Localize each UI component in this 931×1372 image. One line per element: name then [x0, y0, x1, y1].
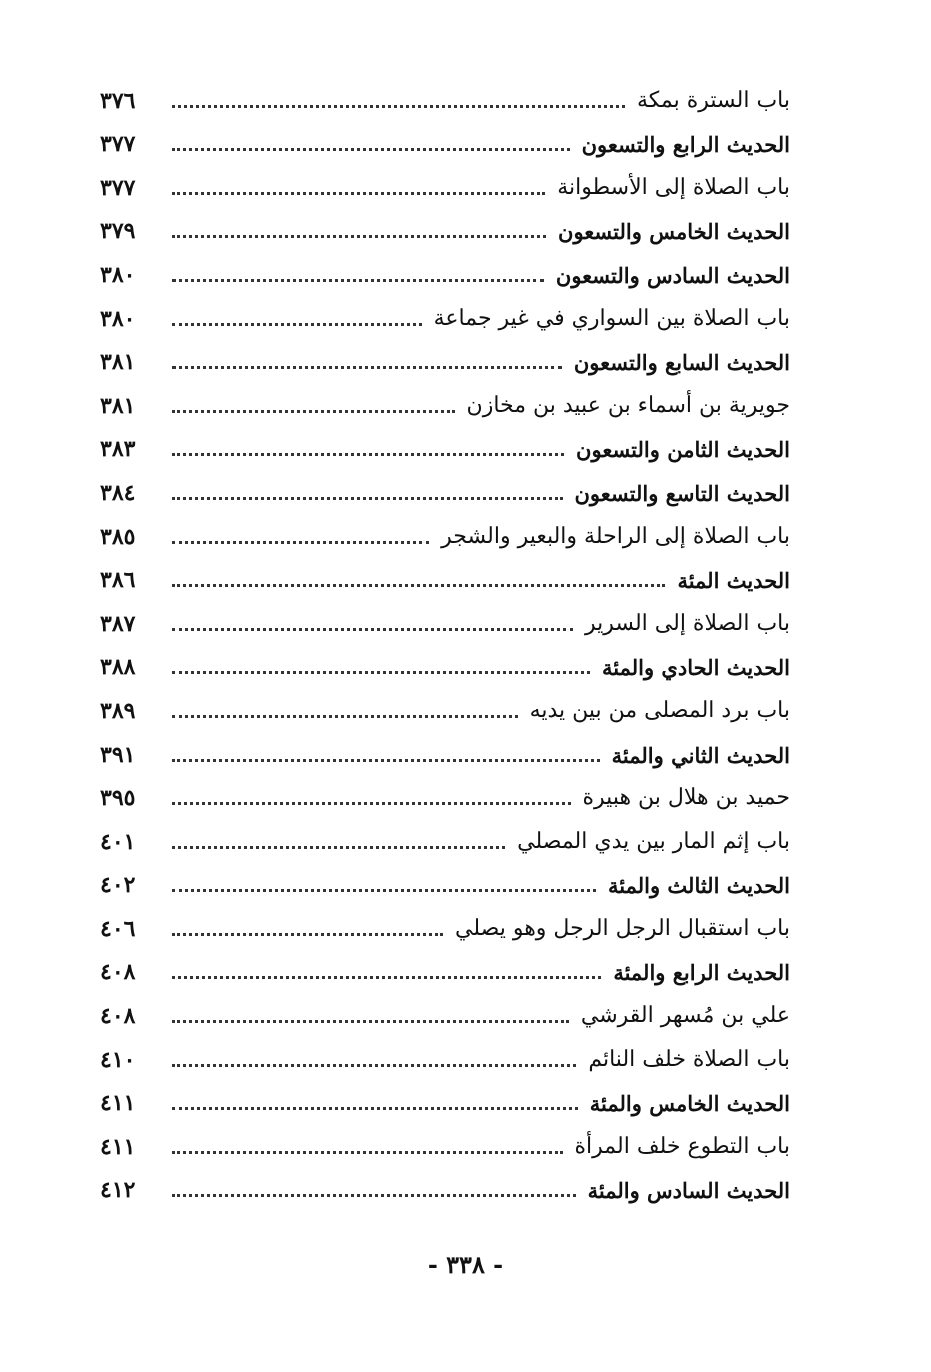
dot-leader — [172, 279, 544, 282]
table-of-contents — [100, 68, 790, 1204]
toc-entry — [100, 766, 790, 810]
toc-entry-title: باب الصلاة بين السواري في غير جماعة — [433, 305, 790, 331]
toc-entry-title: باب السترة بمكة — [636, 87, 790, 113]
toc-entry-page: ٤٠١ — [100, 828, 136, 855]
toc-entry-title: الحديث المئة — [677, 568, 790, 594]
toc-entry-page: ٣٨٩ — [100, 697, 136, 724]
toc-entry-page: ٤٠٨ — [100, 959, 136, 986]
toc-entry-page: ٣٧٧ — [100, 174, 136, 201]
toc-entry-page: ٤١٢ — [100, 1177, 136, 1204]
dot-leader — [172, 541, 429, 544]
toc-entry — [100, 286, 790, 330]
toc-entry-page: ٤١١ — [100, 1133, 136, 1160]
toc-entry — [100, 1158, 790, 1202]
toc-entry-page: ٣٨١ — [100, 392, 136, 419]
dot-leader — [172, 235, 546, 238]
toc-entry — [100, 460, 790, 504]
dot-leader — [172, 759, 600, 762]
dot-leader — [172, 366, 562, 369]
dot-leader — [172, 1194, 576, 1197]
toc-entry-page: ٣٨١ — [100, 349, 136, 376]
toc-entry — [100, 548, 790, 592]
toc-entry-title: جويرية بن أسماء بن عبيد بن مخازن — [466, 392, 790, 418]
dot-leader — [172, 671, 590, 674]
dot-leader — [172, 628, 573, 631]
toc-entry-page: ٣٨٠ — [100, 261, 136, 288]
dot-leader — [172, 105, 625, 108]
toc-entry-page: ٤٠٨ — [100, 1003, 136, 1030]
toc-entry-page: ٤٠٢ — [100, 872, 136, 899]
toc-entry-page: ٤١١ — [100, 1090, 136, 1117]
dot-leader — [172, 715, 518, 718]
dot-leader — [172, 976, 601, 979]
dot-leader — [172, 1020, 569, 1023]
toc-entry-page: ٣٧٩ — [100, 218, 136, 245]
toc-entry — [100, 155, 790, 199]
toc-entry-page: ٣٧٧ — [100, 131, 136, 158]
toc-entry — [100, 722, 790, 766]
toc-entry-title: الحديث الخامس والمئة — [589, 1091, 790, 1117]
toc-entry-title: باب إثم المار بين يدي المصلي — [517, 828, 790, 854]
toc-entry-title: الحديث الثاني والمئة — [611, 742, 790, 768]
dot-leader — [172, 802, 571, 805]
dot-leader — [172, 933, 443, 936]
toc-entry-page: ٤٠٦ — [100, 915, 136, 942]
toc-entry — [100, 853, 790, 897]
page-number: - ٣٣٨ - — [427, 1250, 504, 1279]
toc-entry — [100, 504, 790, 548]
dot-leader — [172, 846, 505, 849]
dot-leader — [172, 584, 665, 587]
toc-entry — [100, 112, 790, 156]
toc-entry-title: الحديث الخامس والتسعون — [558, 219, 790, 245]
toc-entry-title: الحديث الرابع والمئة — [613, 960, 790, 986]
toc-entry-title: باب استقبال الرجل الرجل وهو يصلي — [455, 915, 790, 941]
toc-entry — [100, 896, 790, 940]
toc-entry-title: الحديث السادس والتسعون — [555, 262, 790, 288]
toc-entry-page: ٣٨٣ — [100, 436, 136, 463]
dot-leader — [172, 148, 570, 151]
toc-entry-page: ٣٩١ — [100, 741, 136, 768]
dot-leader — [172, 323, 422, 326]
toc-entry — [100, 1114, 790, 1158]
toc-entry — [100, 330, 790, 374]
dot-leader — [172, 192, 545, 195]
toc-entry-title: باب برد المصلى من بين يديه — [529, 697, 790, 723]
dot-leader — [172, 453, 564, 456]
toc-entry — [100, 417, 790, 461]
toc-entry-page: ٣٧٦ — [100, 87, 136, 114]
toc-entry-page: ٣٨٤ — [100, 479, 136, 506]
dot-leader — [172, 1151, 563, 1154]
dot-leader — [172, 497, 563, 500]
toc-entry-title: باب الصلاة إلى الراحلة والبعير والشجر — [441, 523, 790, 549]
toc-entry — [100, 678, 790, 722]
toc-entry-page: ٣٨٧ — [100, 610, 136, 637]
dot-leader — [172, 1064, 576, 1067]
toc-entry-title: حميد بن هلال بن هبيرة — [582, 785, 790, 811]
toc-entry — [100, 242, 790, 286]
toc-entry — [100, 68, 790, 112]
toc-entry — [100, 635, 790, 679]
dot-leader — [172, 410, 455, 413]
dot-leader — [172, 1107, 578, 1110]
toc-entry-title: باب الصلاة خلف النائم — [588, 1046, 790, 1072]
dot-leader — [172, 889, 596, 892]
toc-entry — [100, 809, 790, 853]
toc-entry-page: ٣٨٦ — [100, 567, 136, 594]
toc-entry-title: باب الصلاة إلى السرير — [584, 610, 790, 636]
toc-entry-title: باب التطوع خلف المرأة — [574, 1133, 790, 1159]
toc-entry-title: الحديث السادس والمئة — [587, 1178, 790, 1204]
toc-entry-title: الحديث الثامن والتسعون — [576, 437, 790, 463]
toc-entry-title: الحديث الحادي والمئة — [602, 655, 790, 681]
toc-entry — [100, 591, 790, 635]
toc-entry — [100, 1027, 790, 1071]
toc-entry — [100, 940, 790, 984]
toc-entry — [100, 983, 790, 1030]
toc-entry-title: علي بن مُسهر القرشي — [580, 1003, 790, 1029]
toc-entry-title: باب الصلاة إلى الأسطوانة — [557, 174, 790, 200]
toc-entry-page: ٣٨٥ — [100, 523, 136, 550]
toc-entry — [100, 373, 790, 417]
toc-entry — [100, 199, 790, 243]
toc-entry-title: الحديث السابع والتسعون — [573, 350, 790, 376]
toc-entry-title: الحديث الثالث والمئة — [608, 873, 790, 899]
toc-entry-page: ٣٨٨ — [100, 654, 136, 681]
toc-entry-page: ٣٩٥ — [100, 785, 136, 812]
toc-entry-title: الحديث التاسع والتسعون — [574, 480, 790, 506]
toc-entry-title: الحديث الرابع والتسعون — [581, 132, 790, 158]
toc-entry-page: ٤١٠ — [100, 1046, 136, 1073]
toc-entry-page: ٣٨٠ — [100, 305, 136, 332]
toc-entry — [100, 1071, 790, 1115]
